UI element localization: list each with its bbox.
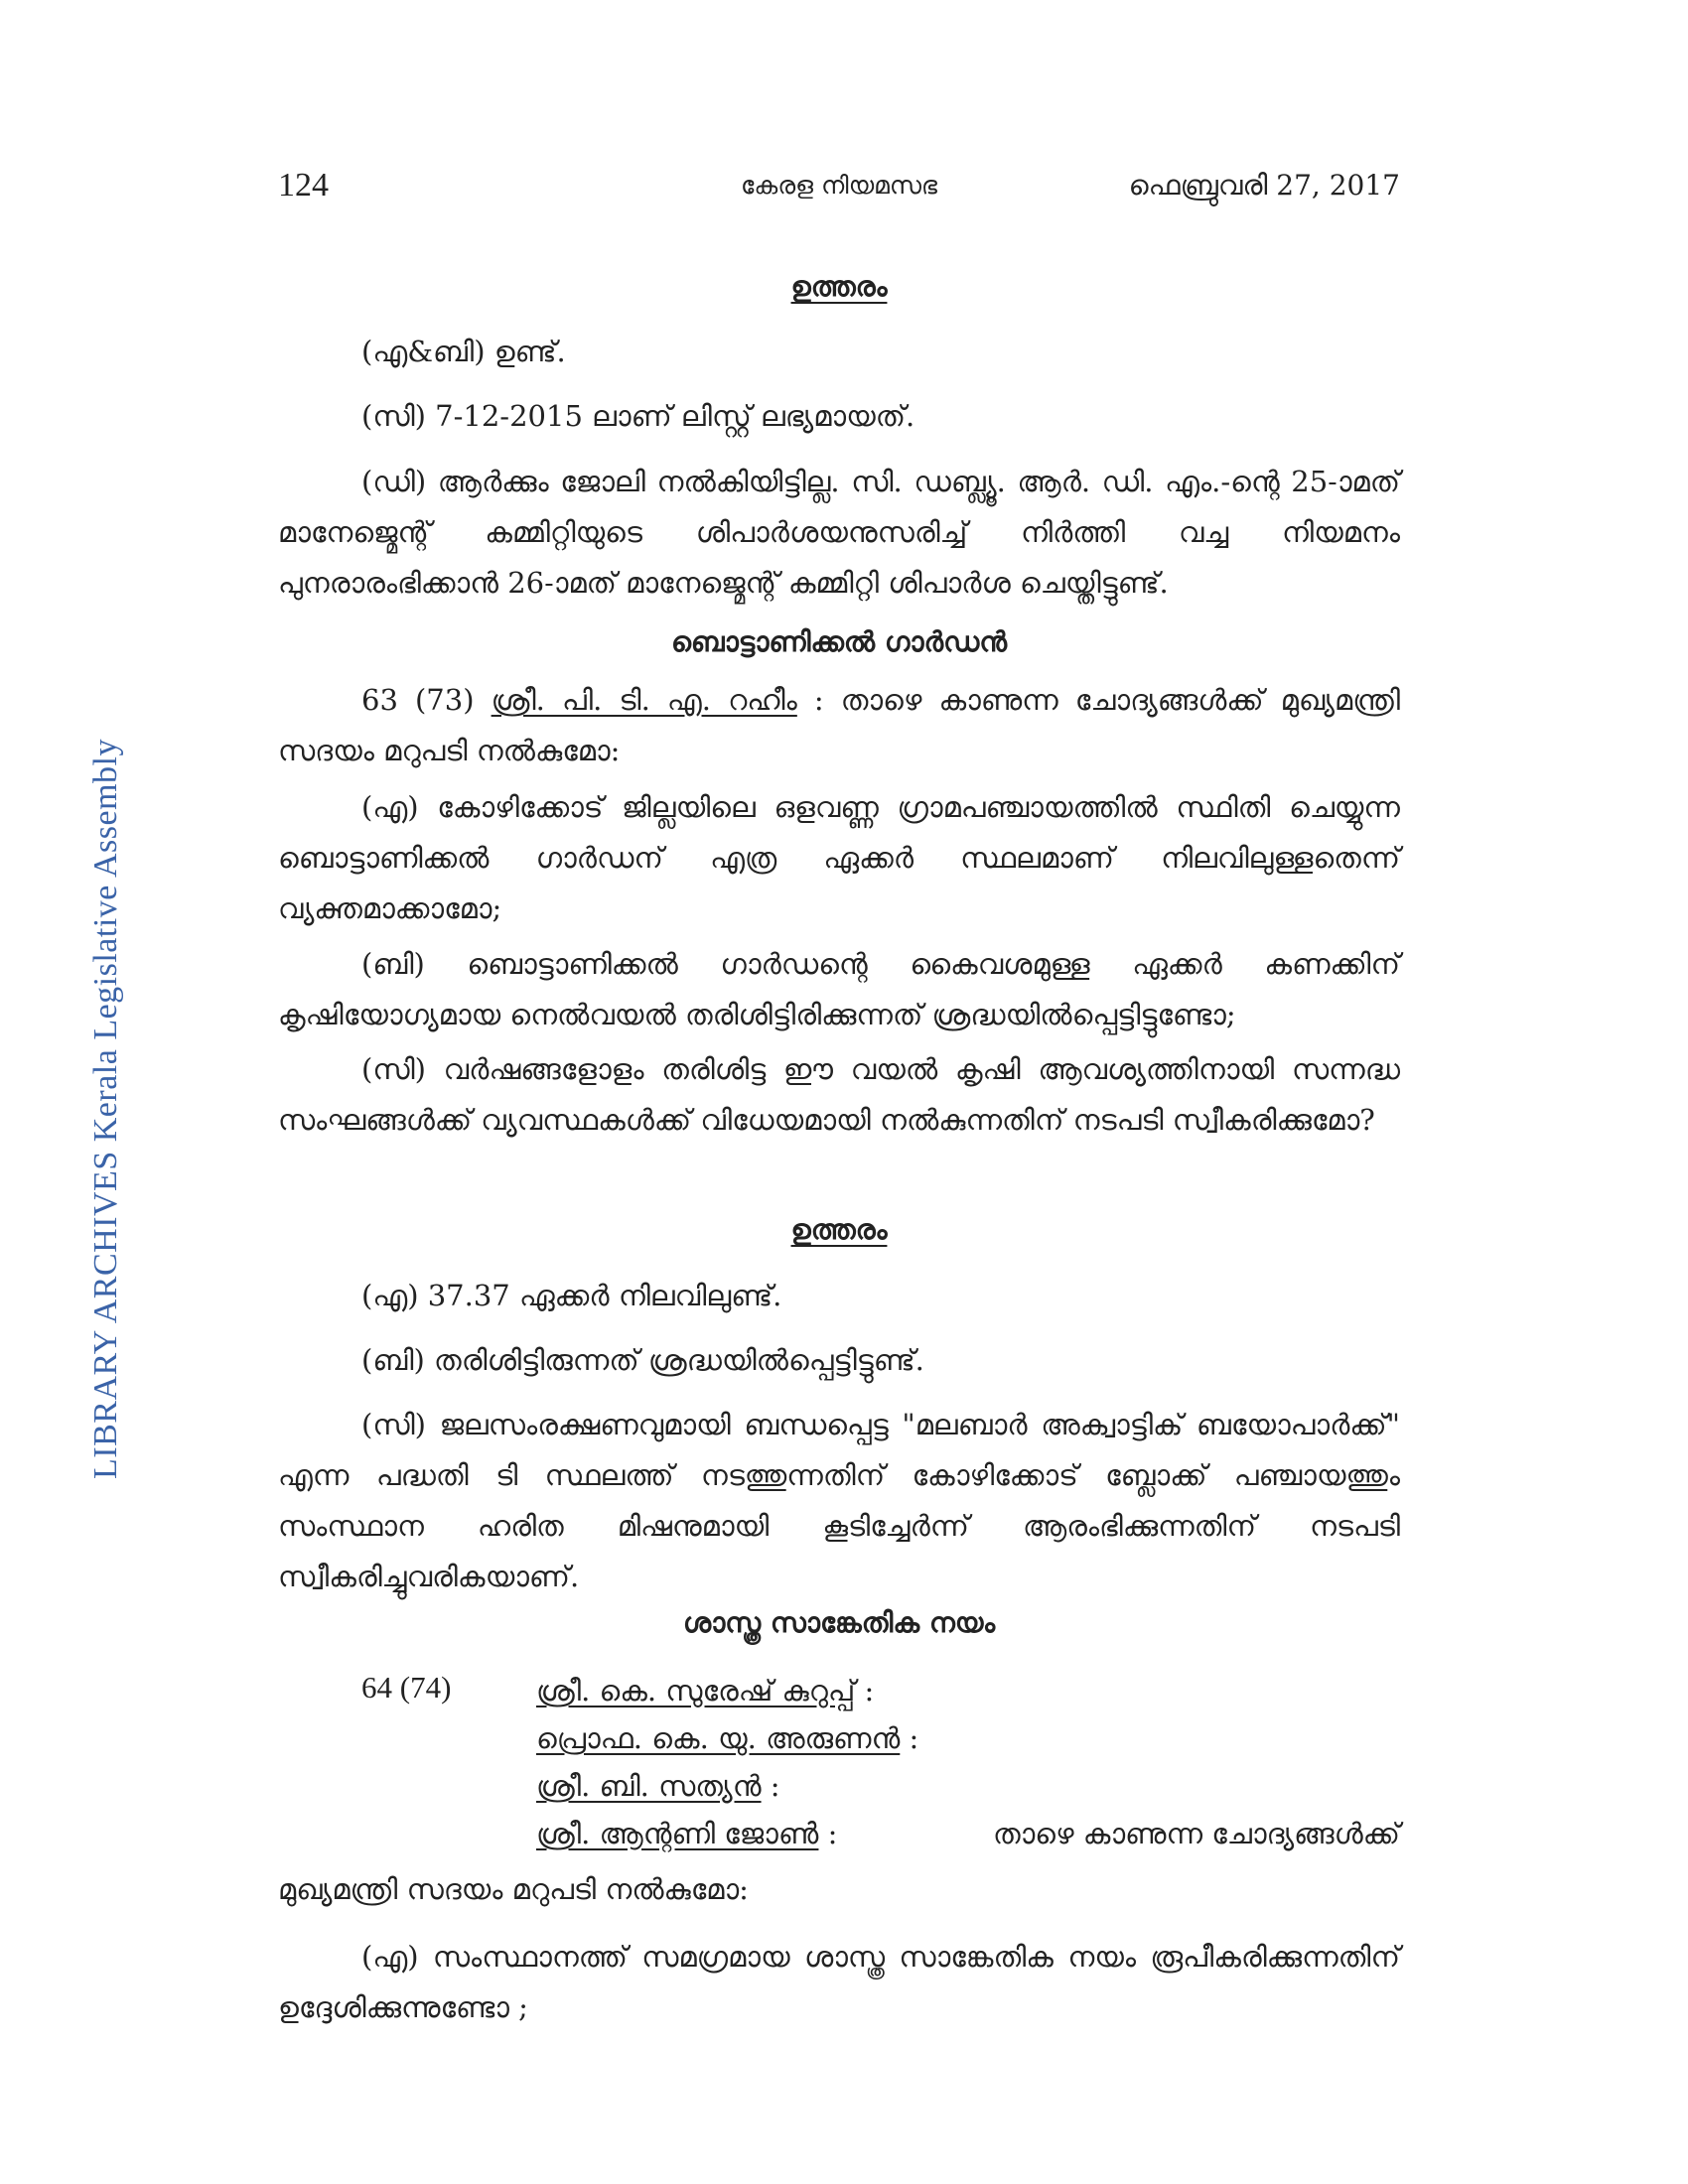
answer-item-d: (ഡി) ആർക്കും ജോലി നൽകിയിട്ടില്ല. സി. ഡബ്ല്യൂ. ആർ. ഡി. എം.-ന്റെ 25-ാമത് മാനേജ്മെന്റ് കമ്മിറ്റിയുടെ ശിപാർശയനുസരിച്ച് നിർത്തി വച്ച നിയമനം പുനരാരംഭിക്കാൻ 26-ാമത് മാനേജ്മെന്റ് കമ്മിറ്റി ശിപാർശ ചെയ്തിട്ടുണ്ട്. [278,465,1400,600]
answer-item-b: (ബി) തരിശിട്ടിരുന്നത് ശ്രദ്ധയിൽപ്പെട്ടിട്ടുണ്ട്. [361,1343,924,1377]
answer-heading: ഉത്തരം [790,270,888,303]
section-heading-botanical-garden: ബൊട്ടാണിക്കൽ ഗാർഡൻ [670,625,1008,658]
section-heading-science-policy: ശാസ്ത്ര സാങ്കേതിക നയം [682,1606,996,1639]
member-name: ശ്രീ. ബി. സത്യൻ : [536,1769,780,1803]
question-intro [536,1817,1400,1851]
question-intro [278,675,1400,776]
answer-heading: ഉത്തരം [790,1213,888,1246]
question-intro-text: : താഴെ കാണുന്ന ചോദ്യങ്ങൾക്ക് മുഖ്യമന്ത്രി സദയം മറുപടി നൽകുമോ: [278,683,1400,767]
answer-item-c: (സി) ജലസംരക്ഷണവുമായി ബന്ധപ്പെട്ട "മലബാർ അക്വാട്ടിക് ബയോപാർക്ക്" എന്ന പദ്ധതി ടി സ്ഥലത്ത് നടത്തുന്നതിന് കോഴിക്കോട് ബ്ലോക്ക് പഞ്ചായത്തും സംസ്ഥാന ഹരിത മിഷനുമായി കൂടിച്ചേർന്ന് ആരംഭിക്കുന്നതിന് നടപടി സ്വീകരിച്ചുവരികയാണ്. [278,1408,1400,1593]
header-title: കേരള നിയമസഭ [741,171,937,200]
answer-item-a: (എ) 37.37 ഏക്കർ നിലവിലുണ്ട്. [361,1279,782,1312]
question-item-a: (എ) സംസ്ഥാനത്ത് സമഗ്രമായ ശാസ്ത്ര സാങ്കേതിക നയം രൂപീകരിക്കുന്നതിന് ഉദ്ദേശിക്കുന്നുണ്ടോ ; [278,1940,1400,2024]
answer-item-ab: (എ&ബി) ഉണ്ട്. [361,335,566,368]
question-intro-continued: മുഖ്യമന്ത്രി സദയം മറുപടി നൽകുമോ: [278,1872,749,1906]
question-number: 63 (73) [361,683,475,717]
page-number: 124 [278,167,329,204]
header-date: ഫെബ്രുവരി 27, 2017 [1128,169,1400,202]
member-name: ശ്രീ. കെ. സുരേഷ് കുറുപ്പ് : [536,1674,875,1707]
archive-watermark: LIBRARY ARCHIVES Kerala Legislative Assembly [87,738,124,1480]
member-name: ശ്രീ. പി. ടി. എ. റഹീം [491,683,797,717]
member-name: പ്രൊഫ. കെ. യു. അരുണൻ : [536,1721,919,1755]
member-name: ശ്രീ. ആന്റണി ജോൺ : [536,1817,838,1850]
page-header [278,167,1400,216]
question-number: 64 (74) [361,1670,452,1705]
question-item-c: (സി) വർഷങ്ങളോളം തരിശിട്ട ഈ വയൽ കൃഷി ആവശ്യത്തിനായി സന്നദ്ധ സംഘങ്ങൾക്ക് വ്യവസ്ഥകൾക്ക് വിധേയമായി നൽകുന്നതിന് നടപടി സ്വീകരിക്കുമോ? [278,1052,1400,1137]
question-intro-text: താഴെ കാണുന്ന ചോദ്യങ്ങൾക്ക് [992,1817,1400,1850]
question-item-a: (എ) കോഴിക്കോട് ജില്ലയിലെ ഒളവണ്ണ ഗ്രാമപഞ്ചായത്തിൽ സ്ഥിതി ചെയ്യുന്ന ബൊട്ടാണിക്കൽ ഗാർഡന് എത്ര ഏക്കർ സ്ഥലമാണ് നിലവിലുള്ളതെന്ന് വ്യക്തമാക്കാമോ; [278,790,1400,925]
question-item-b: (ബി) ബൊട്ടാണിക്കൽ ഗാർഡന്റെ കൈവശമുള്ള ഏക്കർ കണക്കിന് കൃഷിയോഗ്യമായ നെൽവയൽ തരിശിട്ടിരിക്കുന്നത് ശ്രദ്ധയിൽപ്പെട്ടിട്ടുണ്ടോ; [278,947,1400,1031]
answer-item-c: (സി) 7-12-2015 ലാണ് ലിസ്റ്റ് ലഭ്യമായത്. [361,399,915,433]
